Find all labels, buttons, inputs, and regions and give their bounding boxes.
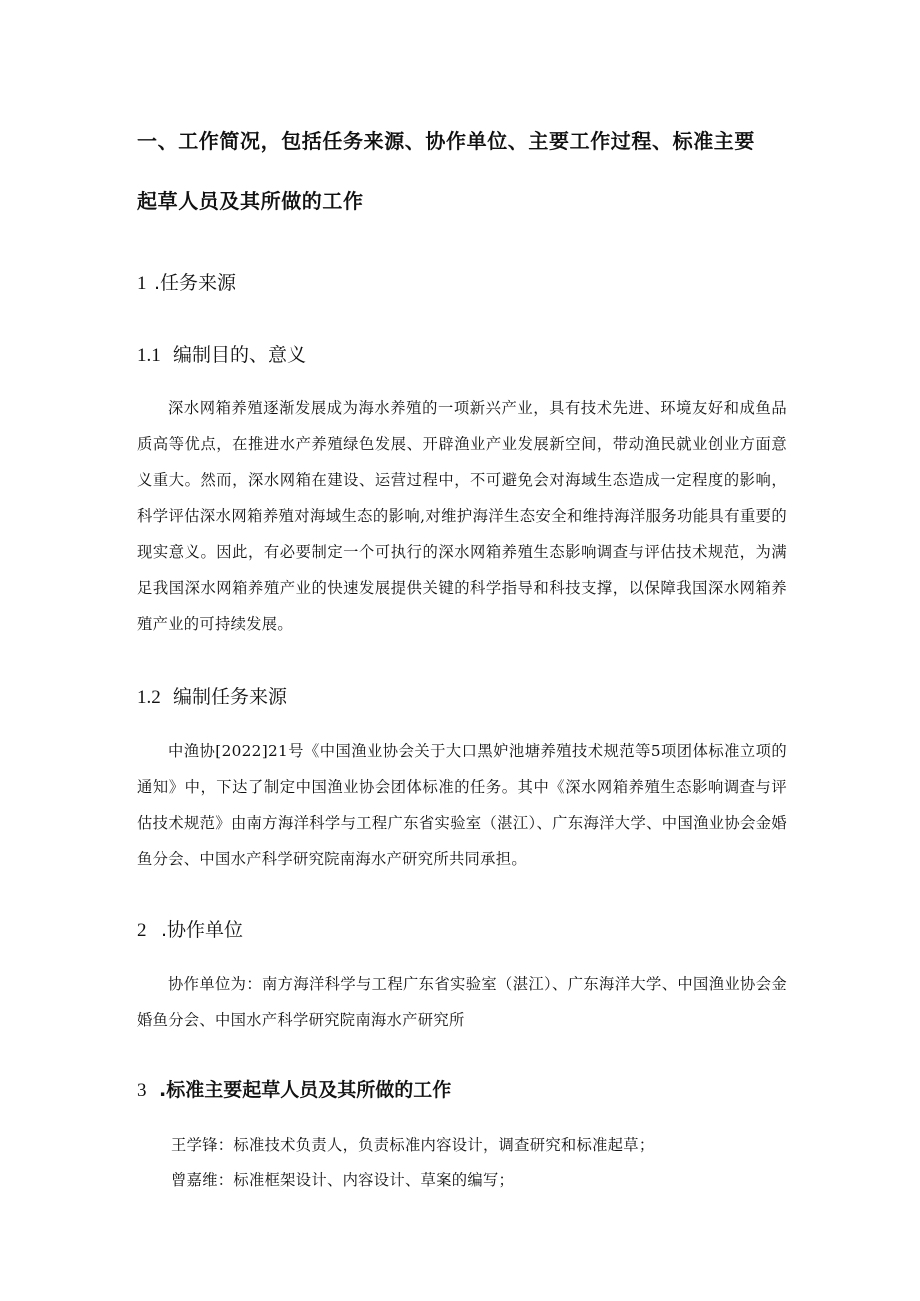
heading-drafters [137,1075,451,1102]
heading-number: 3 [137,1080,147,1101]
heading-task-origin [137,682,287,709]
paragraph-task-origin: 中渔协[2022]21号《中国渔业协会关于大口黑妒池塘养殖技术规范等5项团体标准立项的通知》中，下达了制定中国渔业协会团体标准的任务。其中《深水网箱养殖生态影响调查与评估技术规范》由南方海洋科学与工程广东省实验室（湛江）、广东海洋大学、中国渔业协会金婚鱼分会、中国水产科学研究院南海水产研究所共同承担。 [137,742,787,868]
drafter-line: 王学锋：标准技术负责人，负责标准内容设计，调查研究和标准起草； [171,1136,655,1154]
paragraph-partners: 协作单位为：南方海洋科学与工程广东省实验室（湛江）、广东海洋大学、中国渔业协会金婚鱼分会、中国水产科学研究院南海水产研究所 [137,975,787,1029]
heading-text: 编制目的、意义 [173,344,307,366]
heading-text: .标准主要起草人员及其所做的工作 [159,1079,452,1101]
heading-text: 编制任务来源 [173,686,288,708]
paragraph-purpose: 深水网箱养殖逐渐发展成为海水养殖的一项新兴产业，具有技术先进、环境友好和成鱼品质高等优点，在推进水产养殖绿色发展、开辟渔业产业发展新空间，带动渔民就业创业方面意义重大。然而，深水网箱在建设、运营过程中，不可避免会对海域生态造成一定程度的影响，科学评估深水网箱养殖对海域生态的影响,对维护海洋生态安全和维持海洋服务功能具有重要的现实意义。因此，有必要制定一个可执行的深水网箱养殖生态影响调查与评估技术规范，为满足我国深水网箱养殖产业的快速发展提供关键的科学指导和科技支撑，以保障我国深水网箱养殖产业的可持续发展。 [137,399,787,633]
heading-text: .任务来源 [154,272,237,294]
heading-partners [137,915,243,942]
heading-purpose [137,340,306,367]
heading-number: 1.1 [137,345,161,366]
drafter-line: 曾嘉维：标准框架设计、内容设计、草案的编写； [171,1171,515,1189]
section-heading-line-2: 起草人员及其所做的工作 [137,189,364,213]
section-heading-line-1: 一、工作简况，包括任务来源、协作单位、主要工作过程、标准主要 [137,129,755,153]
heading-number: 1 [137,273,147,294]
heading-text: .协作单位 [161,919,244,941]
heading-task-source [137,268,236,295]
heading-number: 2 [137,920,147,941]
heading-number: 1.2 [137,687,161,708]
